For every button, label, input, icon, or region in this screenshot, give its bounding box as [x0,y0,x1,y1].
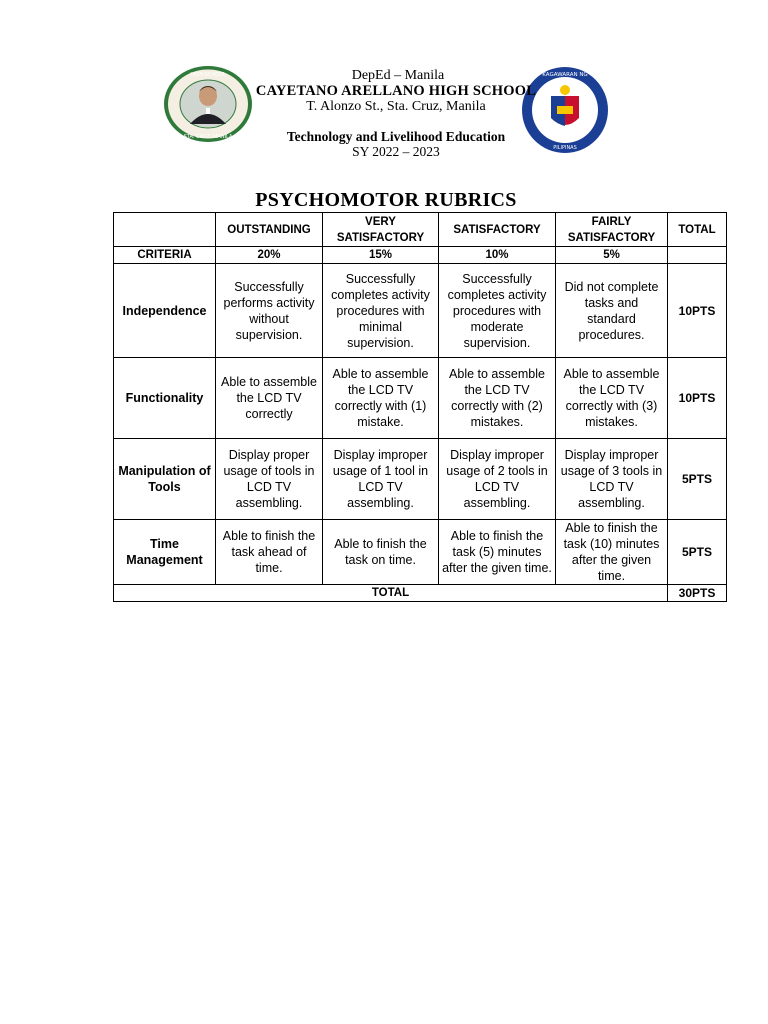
weight-outstanding: 20% [216,247,323,264]
total-row [114,585,727,602]
svg-text:KAGAWARAN NG: KAGAWARAN NG [542,72,588,78]
criterion-points: 5PTS [668,520,727,585]
criterion-label: Manipulation of Tools [114,439,216,520]
svg-text:PILIPINAS: PILIPINAS [553,145,577,151]
rubric-cell: Display improper usage of 1 tool in LCD TV assembling. [323,439,439,520]
rubric-cell: Successfully completes activity procedures with moderate supervision. [439,264,556,358]
level-outstanding: OUTSTANDING [216,213,323,247]
criterion-points: 10PTS [668,264,727,358]
rubric-cell: Able to finish the task on time. [323,520,439,585]
total-label: TOTAL [114,585,668,602]
weight-total-blank [668,247,727,264]
svg-text:STA. CRUZ, MANILA: STA. CRUZ, MANILA [183,134,233,140]
school-name: CAYETANO ARELLANO HIGH SCHOOL [255,83,537,99]
page-title: PSYCHOMOTOR RUBRICS [255,189,517,211]
rubric-cell: Able to finish the task (10) minutes after the given time. [556,520,668,585]
criterion-label: Independence [114,264,216,358]
rubric-table [113,212,727,602]
rubric-cell: Successfully completes activity procedures with minimal supervision. [323,264,439,358]
table-row [114,358,727,439]
document-header [0,0,768,170]
school-address: T. Alonzo St., Sta. Cruz, Manila [306,99,486,114]
rubric-cell: Successfully performs activity without supervision. [216,264,323,358]
rubric-cell: Did not complete tasks and standard procedures. [556,264,668,358]
criterion-label: Time Management [114,520,216,585]
weight-very-satisfactory: 15% [323,247,439,264]
criterion-points: 5PTS [668,439,727,520]
total-header: TOTAL [668,213,727,247]
weights-row [114,247,727,264]
subject-title: Technology and Livelihood Education [286,129,506,144]
rubric-cell: Able to finish the task ahead of time. [216,520,323,585]
rubric-cell: Able to finish the task (5) minutes after the given time. [439,520,556,585]
rubric-cell: Able to assemble the LCD TV correctly [216,358,323,439]
level-fairly-satisfactory: FAIRLY SATISFACTORY [556,213,668,247]
criterion-label: Functionality [114,358,216,439]
rubric-cell: Able to assemble the LCD TV correctly with (2) mistakes. [439,358,556,439]
rubric-cell: Display proper usage of tools in LCD TV assembling. [216,439,323,520]
weight-satisfactory: 10% [439,247,556,264]
level-very-satisfactory: VERY SATISFACTORY [323,213,439,247]
svg-text:HIGH SCHOOL: HIGH SCHOOL [190,72,226,78]
criterion-points: 10PTS [668,358,727,439]
criteria-label: CRITERIA [114,247,216,264]
rubric-cell: Display improper usage of 3 tools in LCD TV assembling. [556,439,668,520]
table-row [114,520,727,585]
rubric-cell: Able to assemble the LCD TV correctly with (1) mistake. [323,358,439,439]
rubric-cell: Display improper usage of 2 tools in LCD TV assembling. [439,439,556,520]
total-points: 30PTS [668,585,727,602]
header-blank-cell [114,213,216,247]
weight-fairly-satisfactory: 5% [556,247,668,264]
school-year: SY 2022 – 2023 [352,144,440,159]
deped-line: DepEd – Manila [351,68,445,83]
table-header-row [114,213,727,247]
table-row [114,439,727,520]
rubric-cell: Able to assemble the LCD TV correctly with (3) mistakes. [556,358,668,439]
table-row [114,264,727,358]
level-satisfactory: SATISFACTORY [439,213,556,247]
